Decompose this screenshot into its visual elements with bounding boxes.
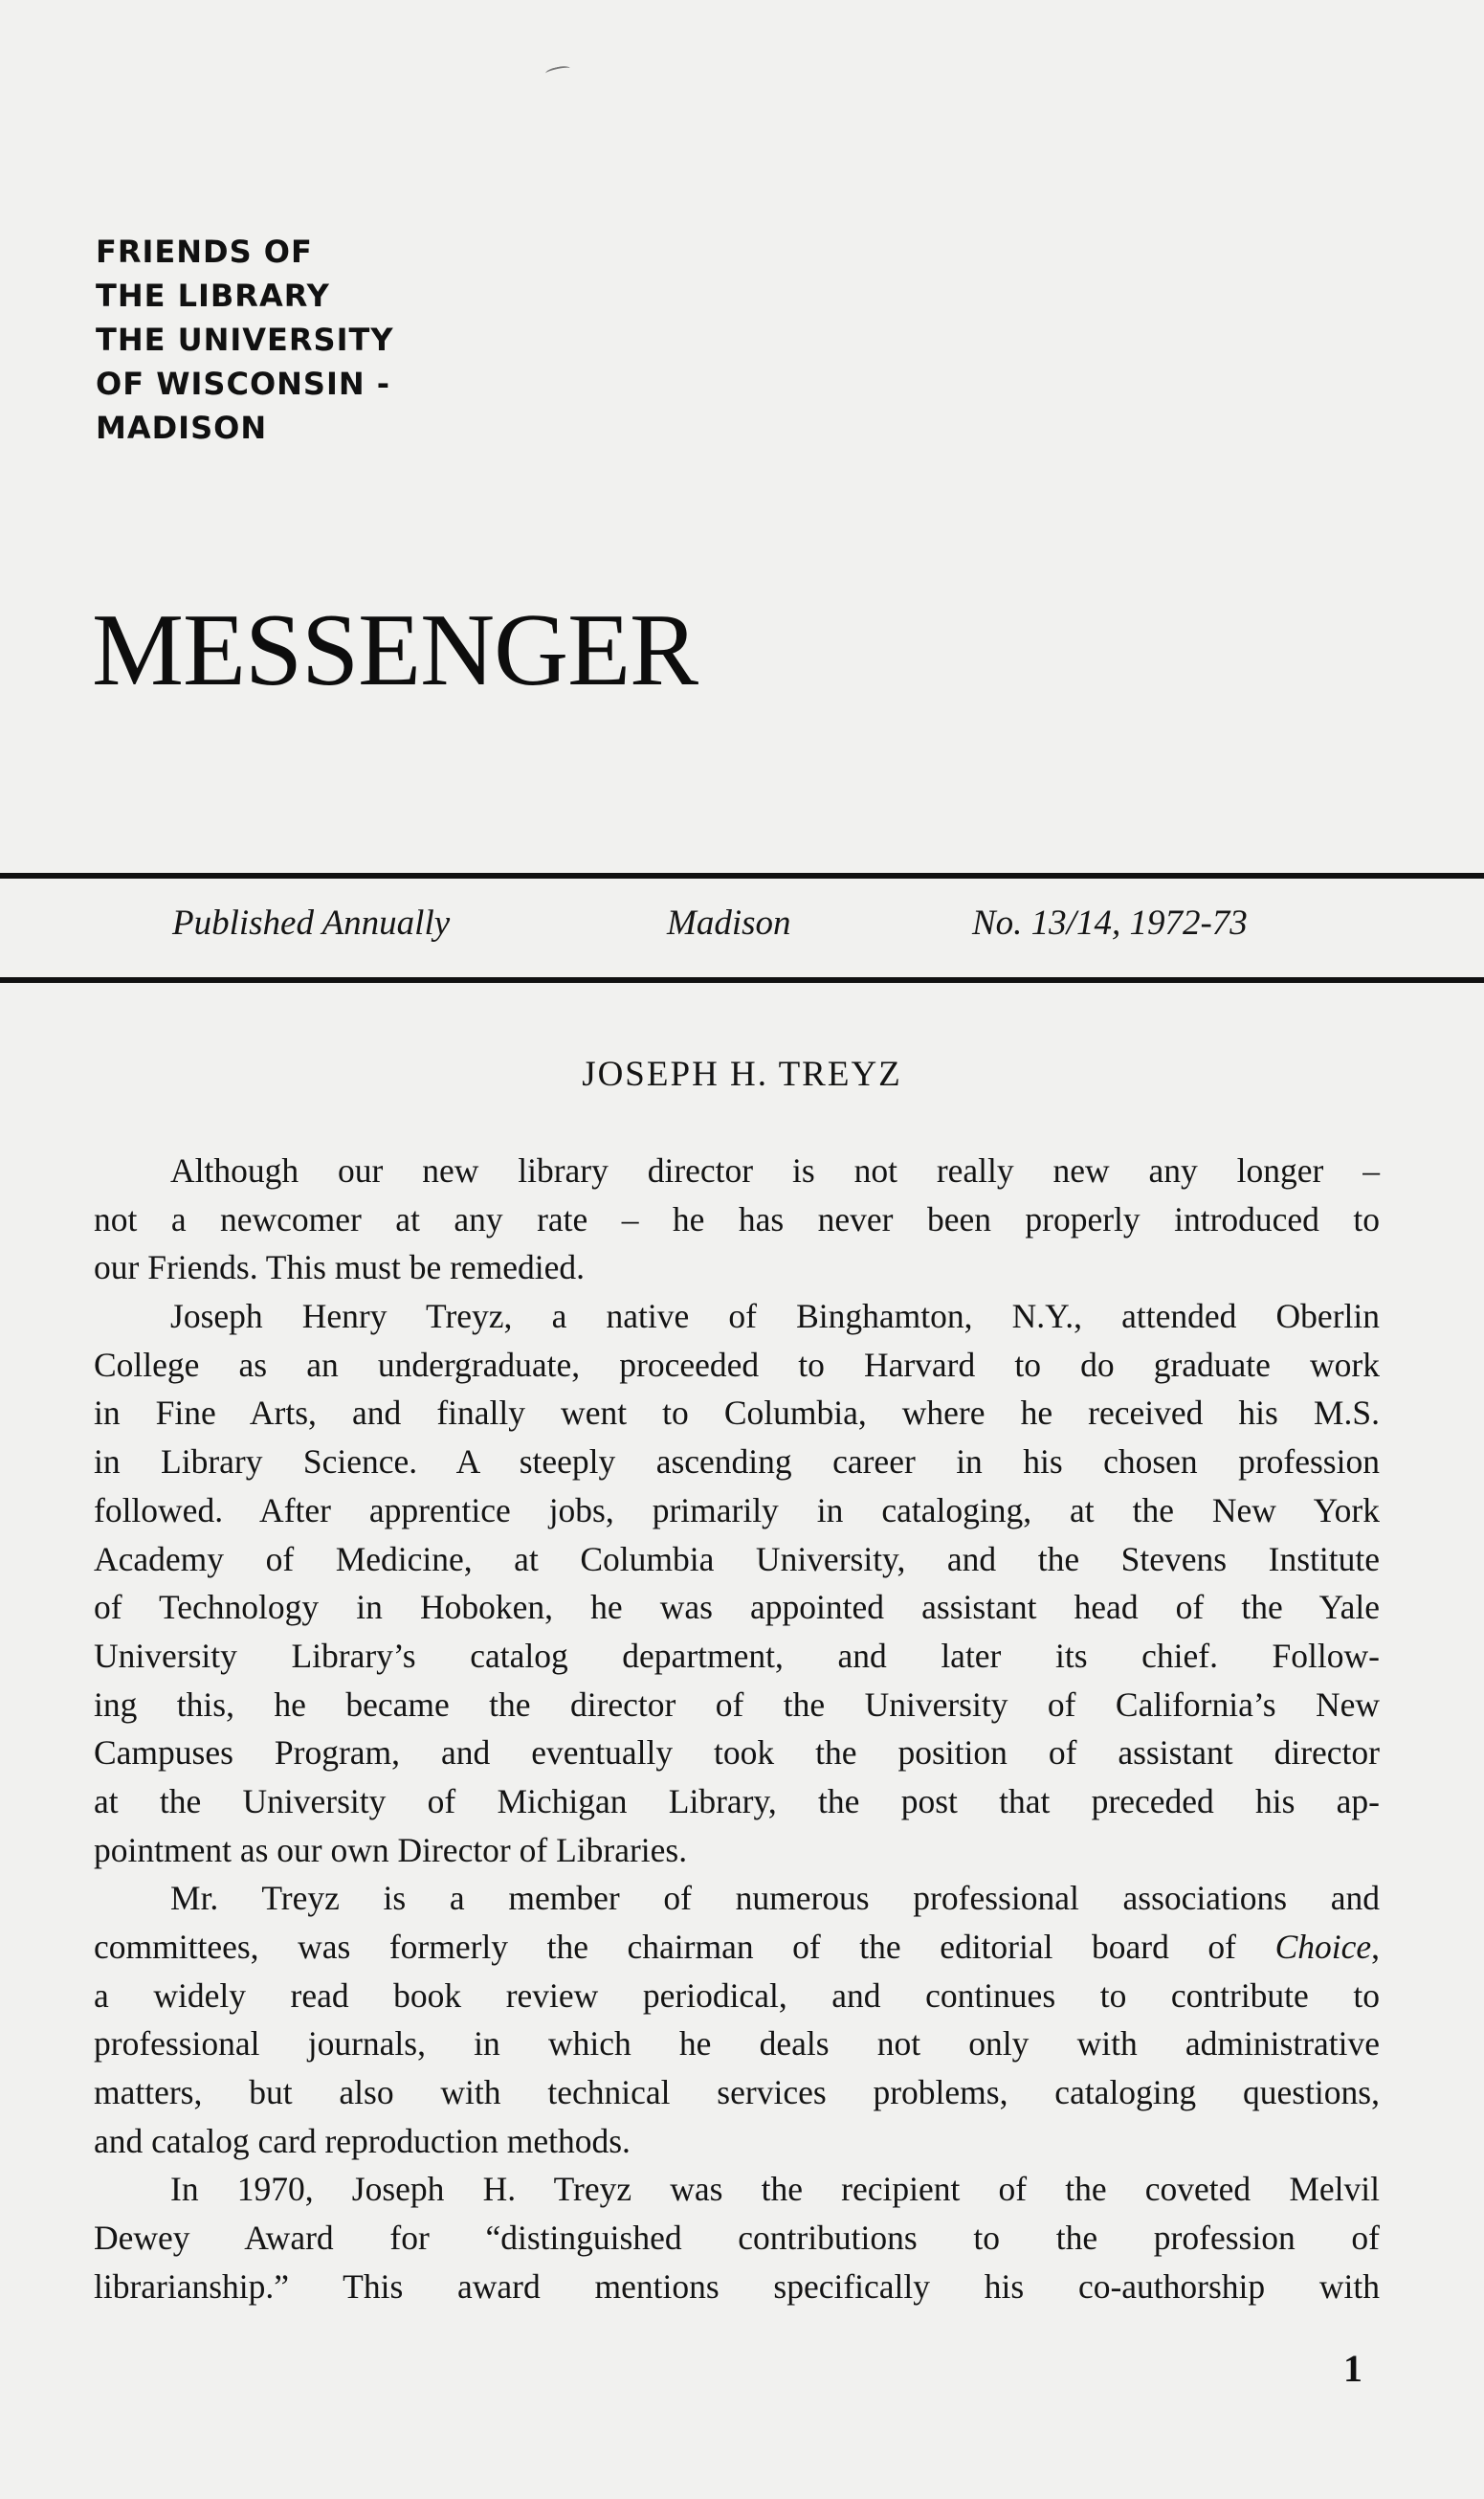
article-line: not a newcomer at any rate – he has never been properly introduced to bbox=[94, 1199, 1380, 1238]
newsletter-title: MESSENGER bbox=[92, 593, 698, 707]
article-title: JOSEPH H. TREYZ bbox=[582, 1055, 902, 1094]
article-line: Dewey Award for “distinguished contributions to the profession of bbox=[94, 2219, 1380, 2258]
stray-pen-mark bbox=[544, 64, 570, 77]
publication-place: Madison bbox=[667, 904, 791, 943]
article-line: of Technology in Hoboken, he was appointed assistant head of the Yale bbox=[94, 1588, 1380, 1627]
article-line: Academy of Medicine, at Columbia University, and the Stevens Institute bbox=[94, 1539, 1380, 1578]
article-line: pointment as our own Director of Libraries. bbox=[94, 1830, 688, 1869]
org-line: OF WISCONSIN - bbox=[96, 366, 391, 402]
org-line: THE UNIVERSITY bbox=[96, 322, 394, 358]
article-line: in Fine Arts, and finally went to Columbia, where he received his M.S. bbox=[94, 1394, 1380, 1433]
article-line: followed. After apprentice jobs, primarily in cataloging, at the New York bbox=[94, 1490, 1380, 1529]
article-line: matters, but also with technical services problems, cataloging questions, bbox=[94, 2073, 1380, 2112]
org-line: FRIENDS OF bbox=[96, 234, 313, 270]
bottom-rule bbox=[0, 977, 1484, 983]
article-line: our Friends. This must be remedied. bbox=[94, 1248, 586, 1287]
article-body bbox=[94, 1147, 1380, 2311]
article-line: in Library Science. A steeply ascending career in his chosen profession bbox=[94, 1442, 1380, 1482]
top-rule bbox=[0, 873, 1484, 879]
article-line: a widely read book review periodical, and continues to contribute to bbox=[94, 1975, 1380, 2015]
publication-frequency: Published Annually bbox=[172, 904, 451, 943]
article-line: committees, was formerly the chairman of the editorial board of Choice, bbox=[94, 1928, 1380, 1966]
article-line: professional journals, in which he deals not only with administrative bbox=[94, 2024, 1380, 2064]
article-line: University Library’s catalog department, and later its chief. Follow- bbox=[94, 1636, 1380, 1675]
publication-issue: No. 13/14, 1972-73 bbox=[972, 904, 1248, 943]
masthead-organization bbox=[96, 230, 670, 450]
article-line: Campuses Program, and eventually took the position of assistant director bbox=[94, 1733, 1380, 1773]
article-line: Although our new library director is not really new any longer – bbox=[170, 1151, 1380, 1190]
org-line: MADISON bbox=[96, 410, 268, 446]
article-line: librarianship.” This award mentions specifically his co-authorship with bbox=[94, 2266, 1380, 2306]
article-line: and catalog card reproduction methods. bbox=[94, 2121, 631, 2160]
article-line: In 1970, Joseph H. Treyz was the recipient of the coveted Melvil bbox=[170, 2170, 1380, 2209]
org-line: THE LIBRARY bbox=[96, 278, 330, 314]
page-number: 1 bbox=[1343, 2347, 1362, 2390]
article-line: College as an undergraduate, proceeded to Harvard to do graduate work bbox=[94, 1345, 1380, 1384]
article-line: ing this, he became the director of the University of California’s New bbox=[94, 1685, 1380, 1724]
article-line: Mr. Treyz is a member of numerous professional associations and bbox=[170, 1879, 1380, 1918]
article-line: at the University of Michigan Library, the post that preceded his ap- bbox=[94, 1781, 1380, 1820]
article-line: Joseph Henry Treyz, a native of Binghamton, N.Y., attended Oberlin bbox=[170, 1297, 1380, 1336]
